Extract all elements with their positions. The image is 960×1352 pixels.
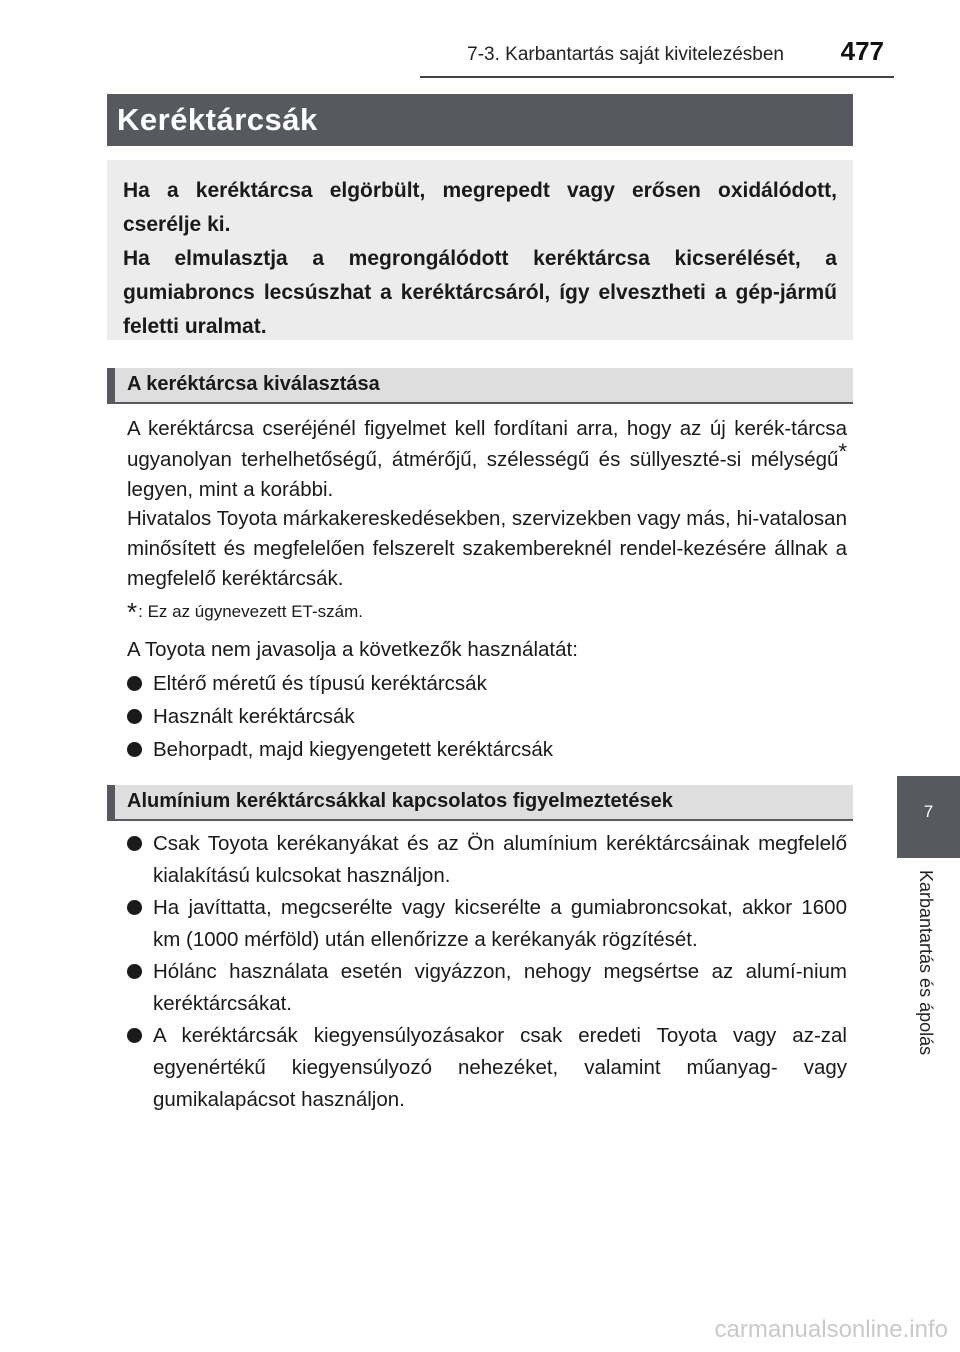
footnote-text: : Ez az úgynevezett ET-szám. bbox=[138, 602, 363, 621]
watermark: carmanualsonline.info bbox=[714, 1316, 948, 1343]
not-recommended-intro: A Toyota nem javasolja a következők használatát: bbox=[127, 638, 578, 661]
bullet-icon bbox=[127, 742, 142, 757]
list-item bbox=[127, 701, 847, 733]
bullet-icon bbox=[127, 709, 142, 724]
paragraph-text: Hivatalos Toyota márkakereskedésekben, szervizekben vagy más, hi-vatalosan minősített és megfelelően felszerelt szakembereknél rendel-kezésére állnak a megfelelő keréktárcsák. bbox=[127, 507, 847, 590]
list-item-text: Eltérő méretű és típusú keréktárcsák bbox=[153, 672, 487, 695]
list-item-text: Hólánc használata esetén vigyázzon, nehogy megsértse az alumí-nium keréktárcsákat. bbox=[153, 960, 847, 1015]
footnote-star: * bbox=[127, 597, 138, 627]
paragraph-dealers bbox=[127, 504, 847, 594]
section-heading-wheel-selection: A keréktárcsa kiválasztása bbox=[107, 368, 853, 402]
list-item bbox=[127, 1020, 847, 1116]
paragraph-wheel-selection bbox=[127, 414, 847, 505]
list-item bbox=[127, 734, 847, 766]
bullet-icon bbox=[127, 676, 142, 691]
not-recommended-list bbox=[127, 668, 847, 767]
paragraph-text-end: legyen, mint a korábbi. bbox=[127, 478, 334, 501]
chapter-tab: 7 bbox=[897, 776, 960, 858]
list-item-text: Behorpadt, majd kiegyengetett keréktárcsák bbox=[153, 738, 553, 761]
header-rule bbox=[420, 76, 894, 78]
paragraph-text: A keréktárcsa cseréjénél figyelmet kell fordítani arra, hogy az új kerék-tárcsa ugyanolyan terhelhetőségű, átmérőjű, szélességű és süllyeszté-si mélységű bbox=[127, 417, 847, 471]
list-item-text: Csak Toyota kerékanyákat és az Ön alumínium keréktárcsáinak megfelelő kialakítású kulcsokat használjon. bbox=[153, 832, 847, 887]
warning-box bbox=[107, 160, 853, 340]
footnote-marker: * bbox=[838, 439, 847, 464]
aluminium-warnings-list bbox=[127, 828, 847, 1116]
list-item bbox=[127, 892, 847, 956]
list-item bbox=[127, 828, 847, 892]
warning-line-2: Ha elmulasztja a megrongálódott keréktárcsa kicserélését, a gumiabroncs lecsúszhat a keréktárcsáról, így elvesztheti a gép-jármű feletti uralmat. bbox=[123, 247, 837, 338]
section-heading-aluminium-warnings: Alumínium keréktárcsákkal kapcsolatos figyelmeztetések bbox=[107, 785, 853, 819]
page-header bbox=[0, 0, 960, 80]
chapter-label bbox=[897, 870, 960, 1130]
bullet-icon bbox=[127, 1028, 142, 1043]
list-item bbox=[127, 956, 847, 1020]
warning-line-1: Ha a keréktárcsa elgörbült, megrepedt vagy erősen oxidálódott, cserélje ki. bbox=[123, 179, 837, 236]
header-section-title: 7-3. Karbantartás saját kivitelezésben bbox=[467, 44, 784, 65]
page-title: Keréktárcsák bbox=[107, 94, 853, 146]
list-item bbox=[127, 668, 847, 700]
footnote bbox=[127, 597, 363, 628]
bullet-icon bbox=[127, 900, 142, 915]
list-item-text: A keréktárcsák kiegyensúlyozásakor csak eredeti Toyota vagy az-zal egyenértékű kiegyensúlyozó nehezéket, valamint műanyag- vagy gumikalapácsot használjon. bbox=[153, 1024, 847, 1111]
list-item-text: Ha javíttatta, megcserélte vagy kicserélte a gumiabroncsokat, akkor 1600 km (1000 mérföld) után ellenőrizze a kerékanyák rögzítését. bbox=[153, 896, 847, 951]
page-number: 477 bbox=[840, 36, 884, 66]
bullet-icon bbox=[127, 836, 142, 851]
chapter-label-text: Karbantartás és ápolás bbox=[916, 870, 936, 1056]
list-item-text: Használt keréktárcsák bbox=[153, 705, 355, 728]
bullet-icon bbox=[127, 964, 142, 979]
